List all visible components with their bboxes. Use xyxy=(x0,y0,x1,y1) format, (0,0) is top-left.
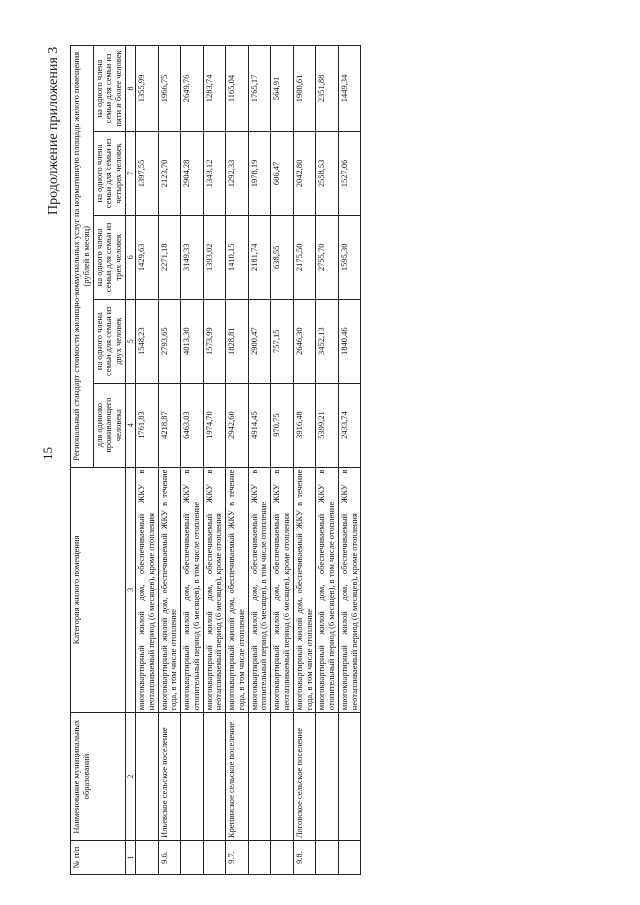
cost-value: 4218,87 xyxy=(158,383,181,467)
header-family-3: на одного члена семьи для семьи из трех человек xyxy=(93,215,125,299)
cost-value: 1527,06 xyxy=(338,131,361,215)
municipality-name xyxy=(203,713,226,841)
table-row xyxy=(136,46,159,875)
column-index: 7 xyxy=(125,131,135,215)
cost-value: 2558,53 xyxy=(316,131,339,215)
housing-category: многоквартирный жилой дом, обеспечиваемый ЖКУ в неотапливаемый период (6 месяцев), кроме отопления xyxy=(203,467,226,713)
cost-value: 1283,74 xyxy=(203,46,226,132)
table-row xyxy=(158,46,181,875)
cost-value: 1393,02 xyxy=(203,215,226,299)
cost-value: 2123,70 xyxy=(158,131,181,215)
table-row xyxy=(271,46,294,875)
housing-category: многоквартирный жилой дом, обеспечиваемый ЖКУ в течение года, в том числе отопление xyxy=(158,467,181,713)
cost-value: 1761,83 xyxy=(136,383,159,467)
cost-value: 2649,76 xyxy=(181,46,204,132)
table-row xyxy=(203,46,226,875)
cost-value: 1966,75 xyxy=(158,46,181,132)
municipality-name xyxy=(316,713,339,841)
cost-value: 564,91 xyxy=(271,46,294,132)
cost-value: 1397,55 xyxy=(136,131,159,215)
cost-value: 1410,15 xyxy=(226,215,249,299)
column-index: 6 xyxy=(125,215,135,299)
table-row xyxy=(293,46,316,875)
municipality-name: Крепинское сельское поселение xyxy=(226,713,249,841)
cost-value: 4013,30 xyxy=(181,299,204,383)
cost-value: 638,55 xyxy=(271,215,294,299)
cost-value: 2904,28 xyxy=(181,131,204,215)
housing-category: многоквартирный жилой дом, обеспечиваемый ЖКУ в течение года, в том числе отопление xyxy=(293,467,316,713)
header-category: Категория жилого помещения xyxy=(71,467,126,713)
appendix-title: Продолжение приложения 3 xyxy=(46,46,61,215)
cost-value: 5399,21 xyxy=(316,383,339,467)
municipality-name: Ильевское сельское поселение xyxy=(158,713,181,841)
header-municipality: Наименование муниципальных образований xyxy=(71,713,126,841)
cost-value: 2755,70 xyxy=(316,215,339,299)
cost-value: 3149,33 xyxy=(181,215,204,299)
cost-value: 2433,74 xyxy=(338,383,361,467)
cost-value: 2793,65 xyxy=(158,299,181,383)
header-num: № п/п xyxy=(71,841,126,875)
header-single: для одиноко проживающего человека xyxy=(93,383,125,467)
cost-value: 2900,47 xyxy=(248,299,271,383)
cost-value: 2942,60 xyxy=(226,383,249,467)
cost-value: 1828,81 xyxy=(226,299,249,383)
cost-value: 2351,88 xyxy=(316,46,339,132)
cost-value: 1429,63 xyxy=(136,215,159,299)
page-number: 15 xyxy=(40,447,55,460)
cost-value: 1292,33 xyxy=(226,131,249,215)
row-number xyxy=(338,841,361,875)
column-index-row xyxy=(125,46,135,875)
header-family-5: на одного члена семьи для семьи из пяти и более человек xyxy=(93,46,125,132)
housing-category: многоквартирный жилой дом, обеспечиваемый ЖКУ в отопительный период (6 месяцев), в том числе отопление xyxy=(316,467,339,713)
row-number: 9.7. xyxy=(226,841,249,875)
municipality-name xyxy=(248,713,271,841)
cost-value: 2175,50 xyxy=(293,215,316,299)
cost-value: 2271,18 xyxy=(158,215,181,299)
cost-value: 1548,23 xyxy=(136,299,159,383)
column-index: 4 xyxy=(125,383,135,467)
cost-value: 1595,30 xyxy=(338,215,361,299)
cost-value: 1573,99 xyxy=(203,299,226,383)
row-number: 9.6. xyxy=(158,841,181,875)
row-number xyxy=(316,841,339,875)
row-number xyxy=(271,841,294,875)
cost-value: 2646,30 xyxy=(293,299,316,383)
column-index: 8 xyxy=(125,46,135,132)
cost-value: 2181,74 xyxy=(248,215,271,299)
header-family-2: на одного члена семьи для семьи из двух человек xyxy=(93,299,125,383)
cost-value: 1343,12 xyxy=(203,131,226,215)
table-row xyxy=(316,46,339,875)
municipality-name xyxy=(136,713,159,841)
municipality-name xyxy=(271,713,294,841)
row-number xyxy=(203,841,226,875)
column-index: 1 xyxy=(125,841,135,875)
row-number xyxy=(181,841,204,875)
housing-cost-table xyxy=(70,45,361,875)
row-number xyxy=(136,841,159,875)
cost-value: 1165,04 xyxy=(226,46,249,132)
cost-value: 2042,80 xyxy=(293,131,316,215)
row-number: 9.8. xyxy=(293,841,316,875)
table-row xyxy=(248,46,271,875)
row-number xyxy=(248,841,271,875)
cost-value: 1840,46 xyxy=(338,299,361,383)
column-index: 2 xyxy=(125,713,135,841)
municipality-name xyxy=(181,713,204,841)
table-row xyxy=(338,46,361,875)
municipality-name: Логовское сельское поселение xyxy=(293,713,316,841)
cost-value: 1355,99 xyxy=(136,46,159,132)
municipality-name xyxy=(338,713,361,841)
column-index: 5 xyxy=(125,299,135,383)
cost-value: 757,15 xyxy=(271,299,294,383)
housing-category: многоквартирный жилой дом, обеспечиваемый ЖКУ в отопительный период (6 месяцев), в том числе отопление xyxy=(248,467,271,713)
housing-category: многоквартирный жилой дом, обеспечиваемый ЖКУ в течение года, в том числе отопление xyxy=(226,467,249,713)
housing-category: многоквартирный жилой дом, обеспечиваемый ЖКУ в неотапливаемый период (6 месяцев), кроме отопления xyxy=(271,467,294,713)
cost-value: 3916,48 xyxy=(293,383,316,467)
header-standard: Региональный стандарт стоимости жилищно-коммунальных услуг на нормативную площадь жилого помещения (рублей в месяц) xyxy=(71,46,94,468)
housing-category: многоквартирный жилой дом, обеспечиваемый ЖКУ в отопительный период (6 месяцев), в том числе отопление xyxy=(181,467,204,713)
cost-value: 1765,17 xyxy=(248,46,271,132)
housing-category: многоквартирный жилой дом, обеспечиваемый ЖКУ в неотапливаемый период (6 месяцев), кроме отопления xyxy=(136,467,159,713)
housing-category: многоквартирный жилой дом, обеспечиваемый ЖКУ в неотапливаемый период (6 месяцев), кроме отопления xyxy=(338,467,361,713)
cost-value: 4914,45 xyxy=(248,383,271,467)
cost-value: 970,75 xyxy=(271,383,294,467)
cost-value: 1978,19 xyxy=(248,131,271,215)
cost-value: 6463,03 xyxy=(181,383,204,467)
cost-value: 1449,34 xyxy=(338,46,361,132)
cost-value: 1900,61 xyxy=(293,46,316,132)
header-family-4: на одного члена семьи для семьи из четырех человек xyxy=(93,131,125,215)
cost-value: 606,47 xyxy=(271,131,294,215)
cost-value: 1974,70 xyxy=(203,383,226,467)
table-row xyxy=(181,46,204,875)
column-index: 3 xyxy=(125,467,135,713)
table-row xyxy=(226,46,249,875)
cost-value: 3452,13 xyxy=(316,299,339,383)
